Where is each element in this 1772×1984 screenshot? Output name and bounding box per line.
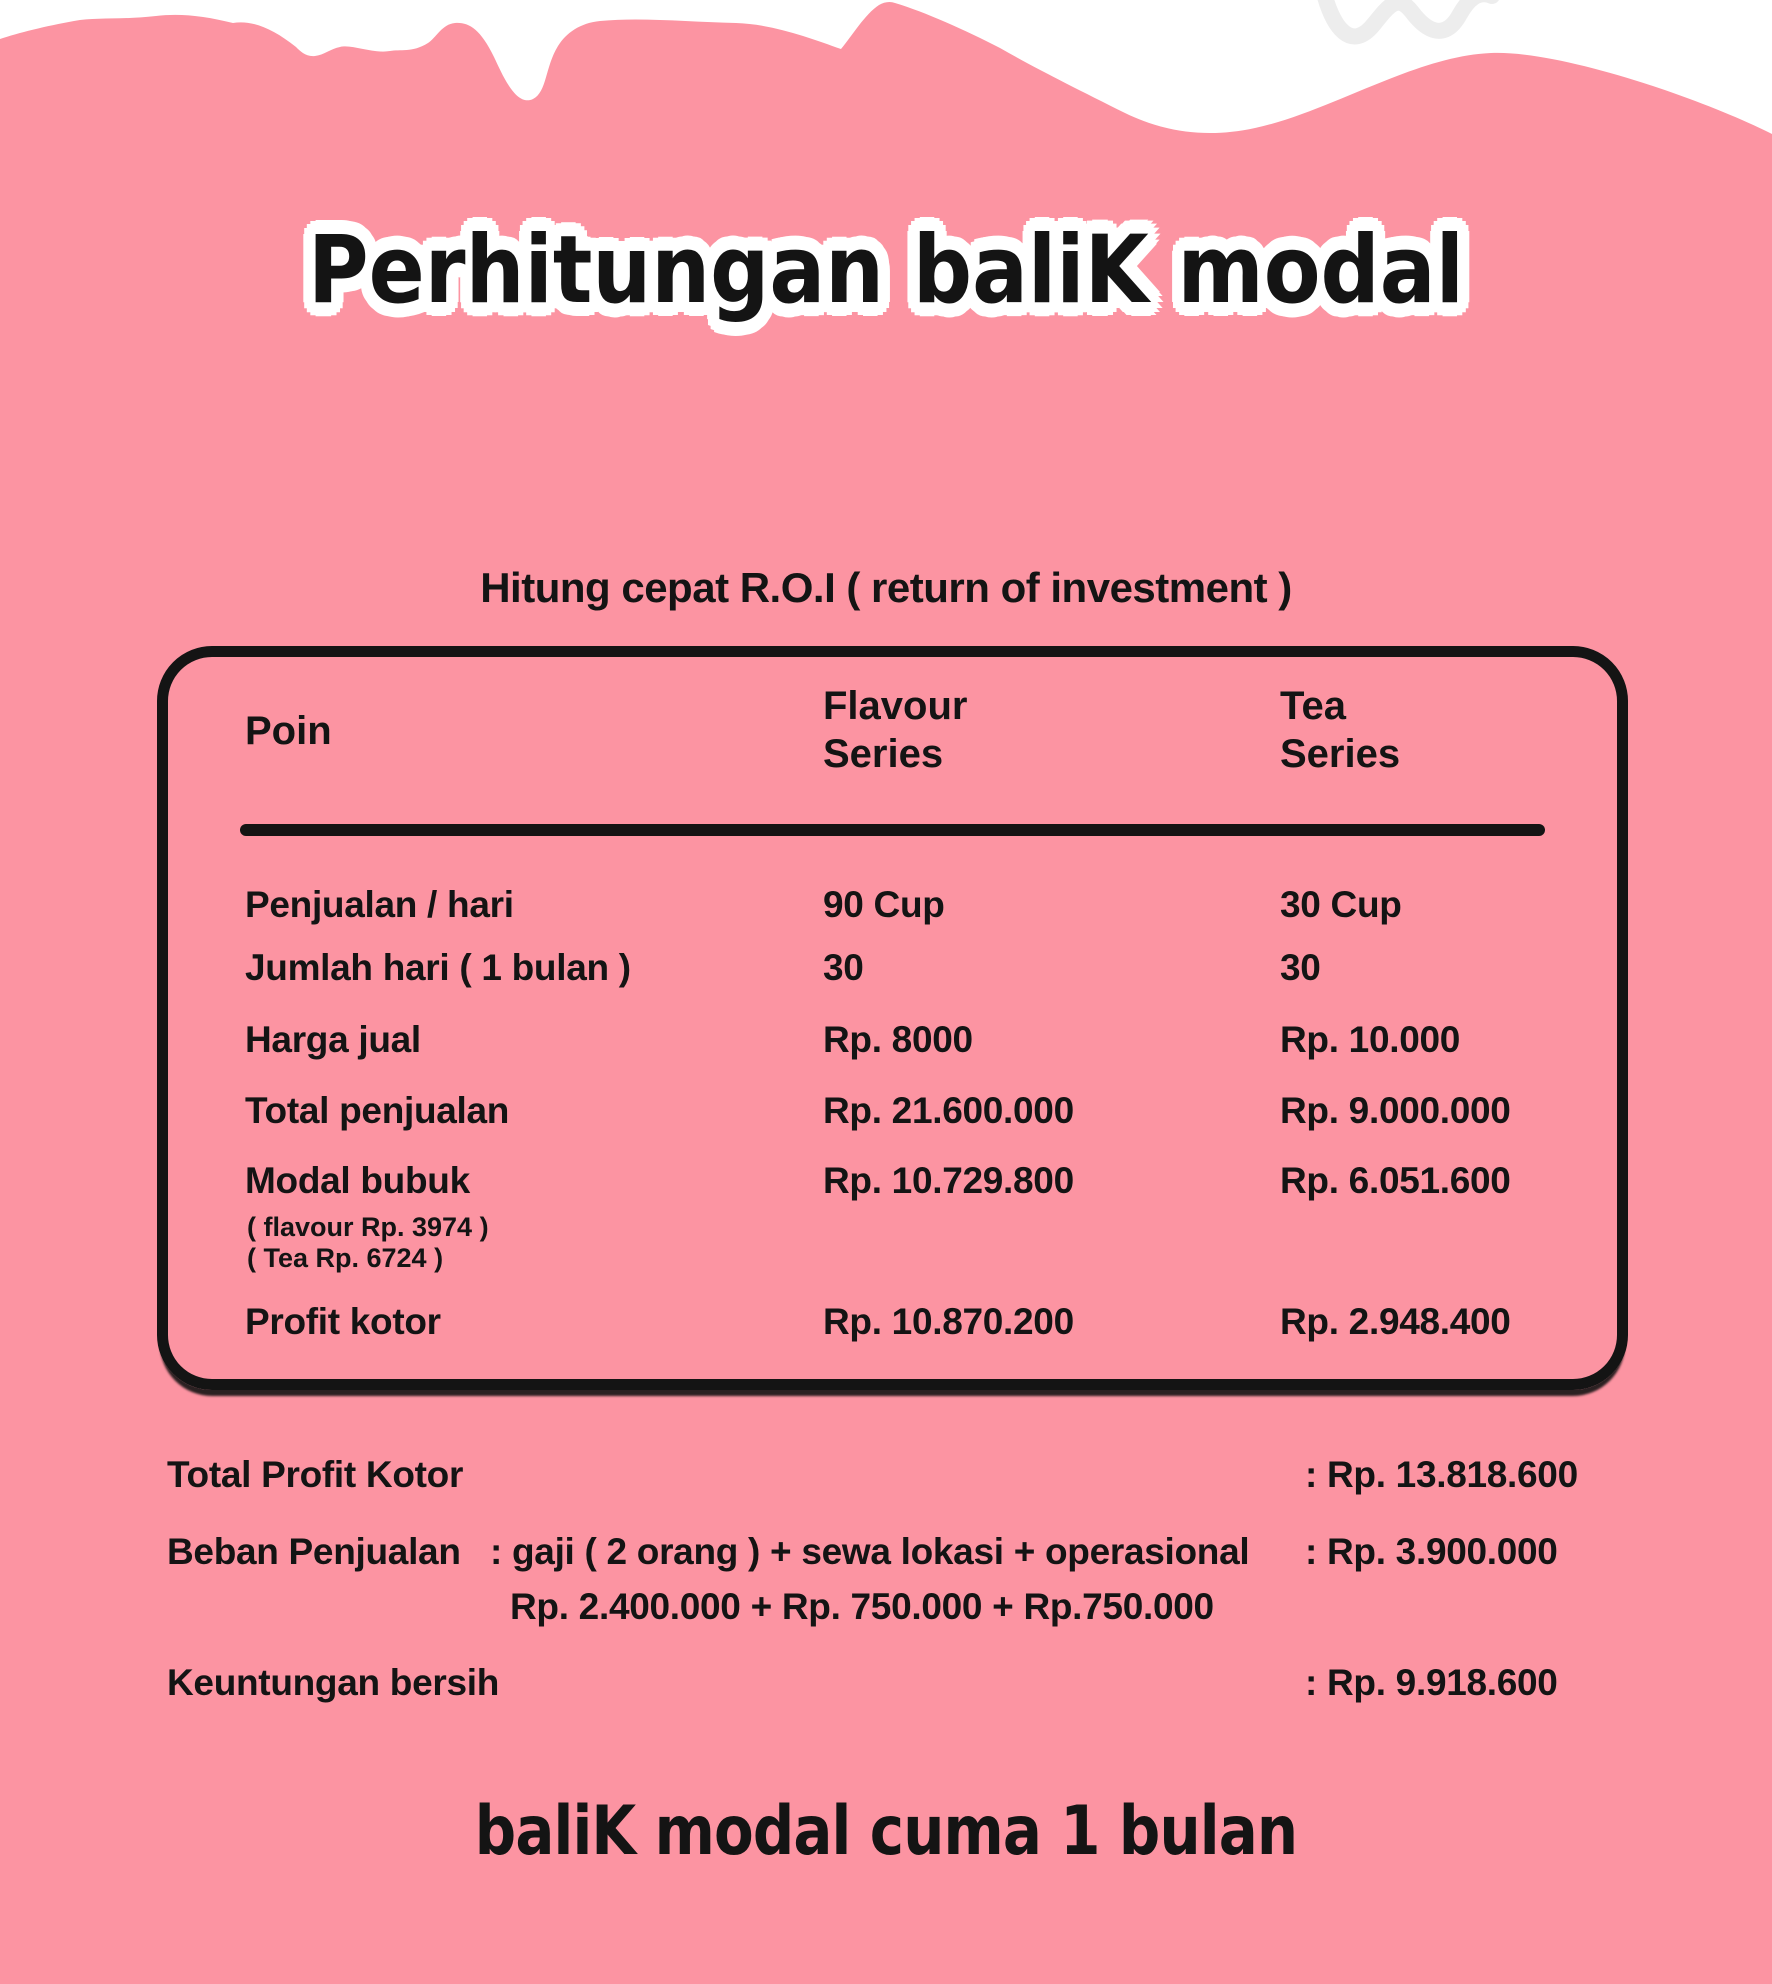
row-flavour-value: Rp. 10.729.800 [823,1160,1074,1201]
summary-description: : gaji ( 2 orang ) + sewa lokasi + operasional [490,1531,1250,1572]
row-tea-value: 30 Cup [1280,884,1402,925]
summary-row-keuntungan-bersih [0,1661,1772,1707]
row-flavour-value: Rp. 8000 [823,1019,973,1060]
roi-table-box [157,646,1628,1390]
column-header-tea-series [1280,682,1400,778]
row-tea-value: Rp. 10.000 [1280,1019,1461,1060]
summary-value: : Rp. 13.818.600 [1305,1454,1578,1495]
summary-value: : Rp. 9.918.600 [1305,1662,1558,1703]
column-header-flavour-line1: Flavour [823,684,968,728]
row-label: Total penjualan [245,1090,510,1131]
row-label: Jumlah hari ( 1 bulan ) [245,947,631,988]
row-label: Penjualan / hari [245,884,514,925]
header-divider-line [240,824,1545,836]
summary-row-beban-penjualan-detail [0,1585,1772,1631]
row-flavour-value: 30 [823,947,864,988]
row-label: Profit kotor [245,1301,441,1342]
summary-label: Beban Penjualan [167,1531,461,1572]
summary-description-line2: Rp. 2.400.000 + Rp. 750.000 + Rp.750.000 [510,1586,1214,1627]
column-header-tea-line2: Series [1280,732,1401,776]
roi-subtitle: Hitung cepat R.O.I ( return of investment ) [480,564,1292,611]
summary-value: : Rp. 3.900.000 [1305,1531,1558,1572]
column-header-poin: Poin [245,709,332,753]
column-header-tea-line1: Tea [1280,684,1346,728]
column-header-flavour-line2: Series [823,732,944,776]
footer-title: baliK modal cuma 1 bulan [474,1792,1298,1871]
column-header-flavour-series [823,682,967,778]
summary-label: Total Profit Kotor [167,1454,464,1495]
row-flavour-value: 90 Cup [823,884,945,925]
row-tea-value: Rp. 9.000.000 [1280,1090,1511,1131]
summary-row-beban-penjualan [0,1530,1772,1576]
summary-row-total-profit-kotor [0,1453,1772,1499]
row-label: Modal bubuk [245,1160,470,1201]
modal-bubuk-note-flavour: ( flavour Rp. 3974 ) [247,1212,489,1242]
page-title: Perhitungan baliK modal [308,216,1464,325]
row-flavour-value: Rp. 10.870.200 [823,1301,1074,1342]
row-tea-value: Rp. 6.051.600 [1280,1160,1511,1201]
summary-label: Keuntungan bersih [167,1662,500,1703]
row-flavour-value: Rp. 21.600.000 [823,1090,1074,1131]
row-tea-value: 30 [1280,947,1321,988]
row-tea-value: Rp. 2.948.400 [1280,1301,1511,1342]
modal-bubuk-note-tea: ( Tea Rp. 6724 ) [247,1243,444,1273]
row-label: Harga jual [245,1019,421,1060]
